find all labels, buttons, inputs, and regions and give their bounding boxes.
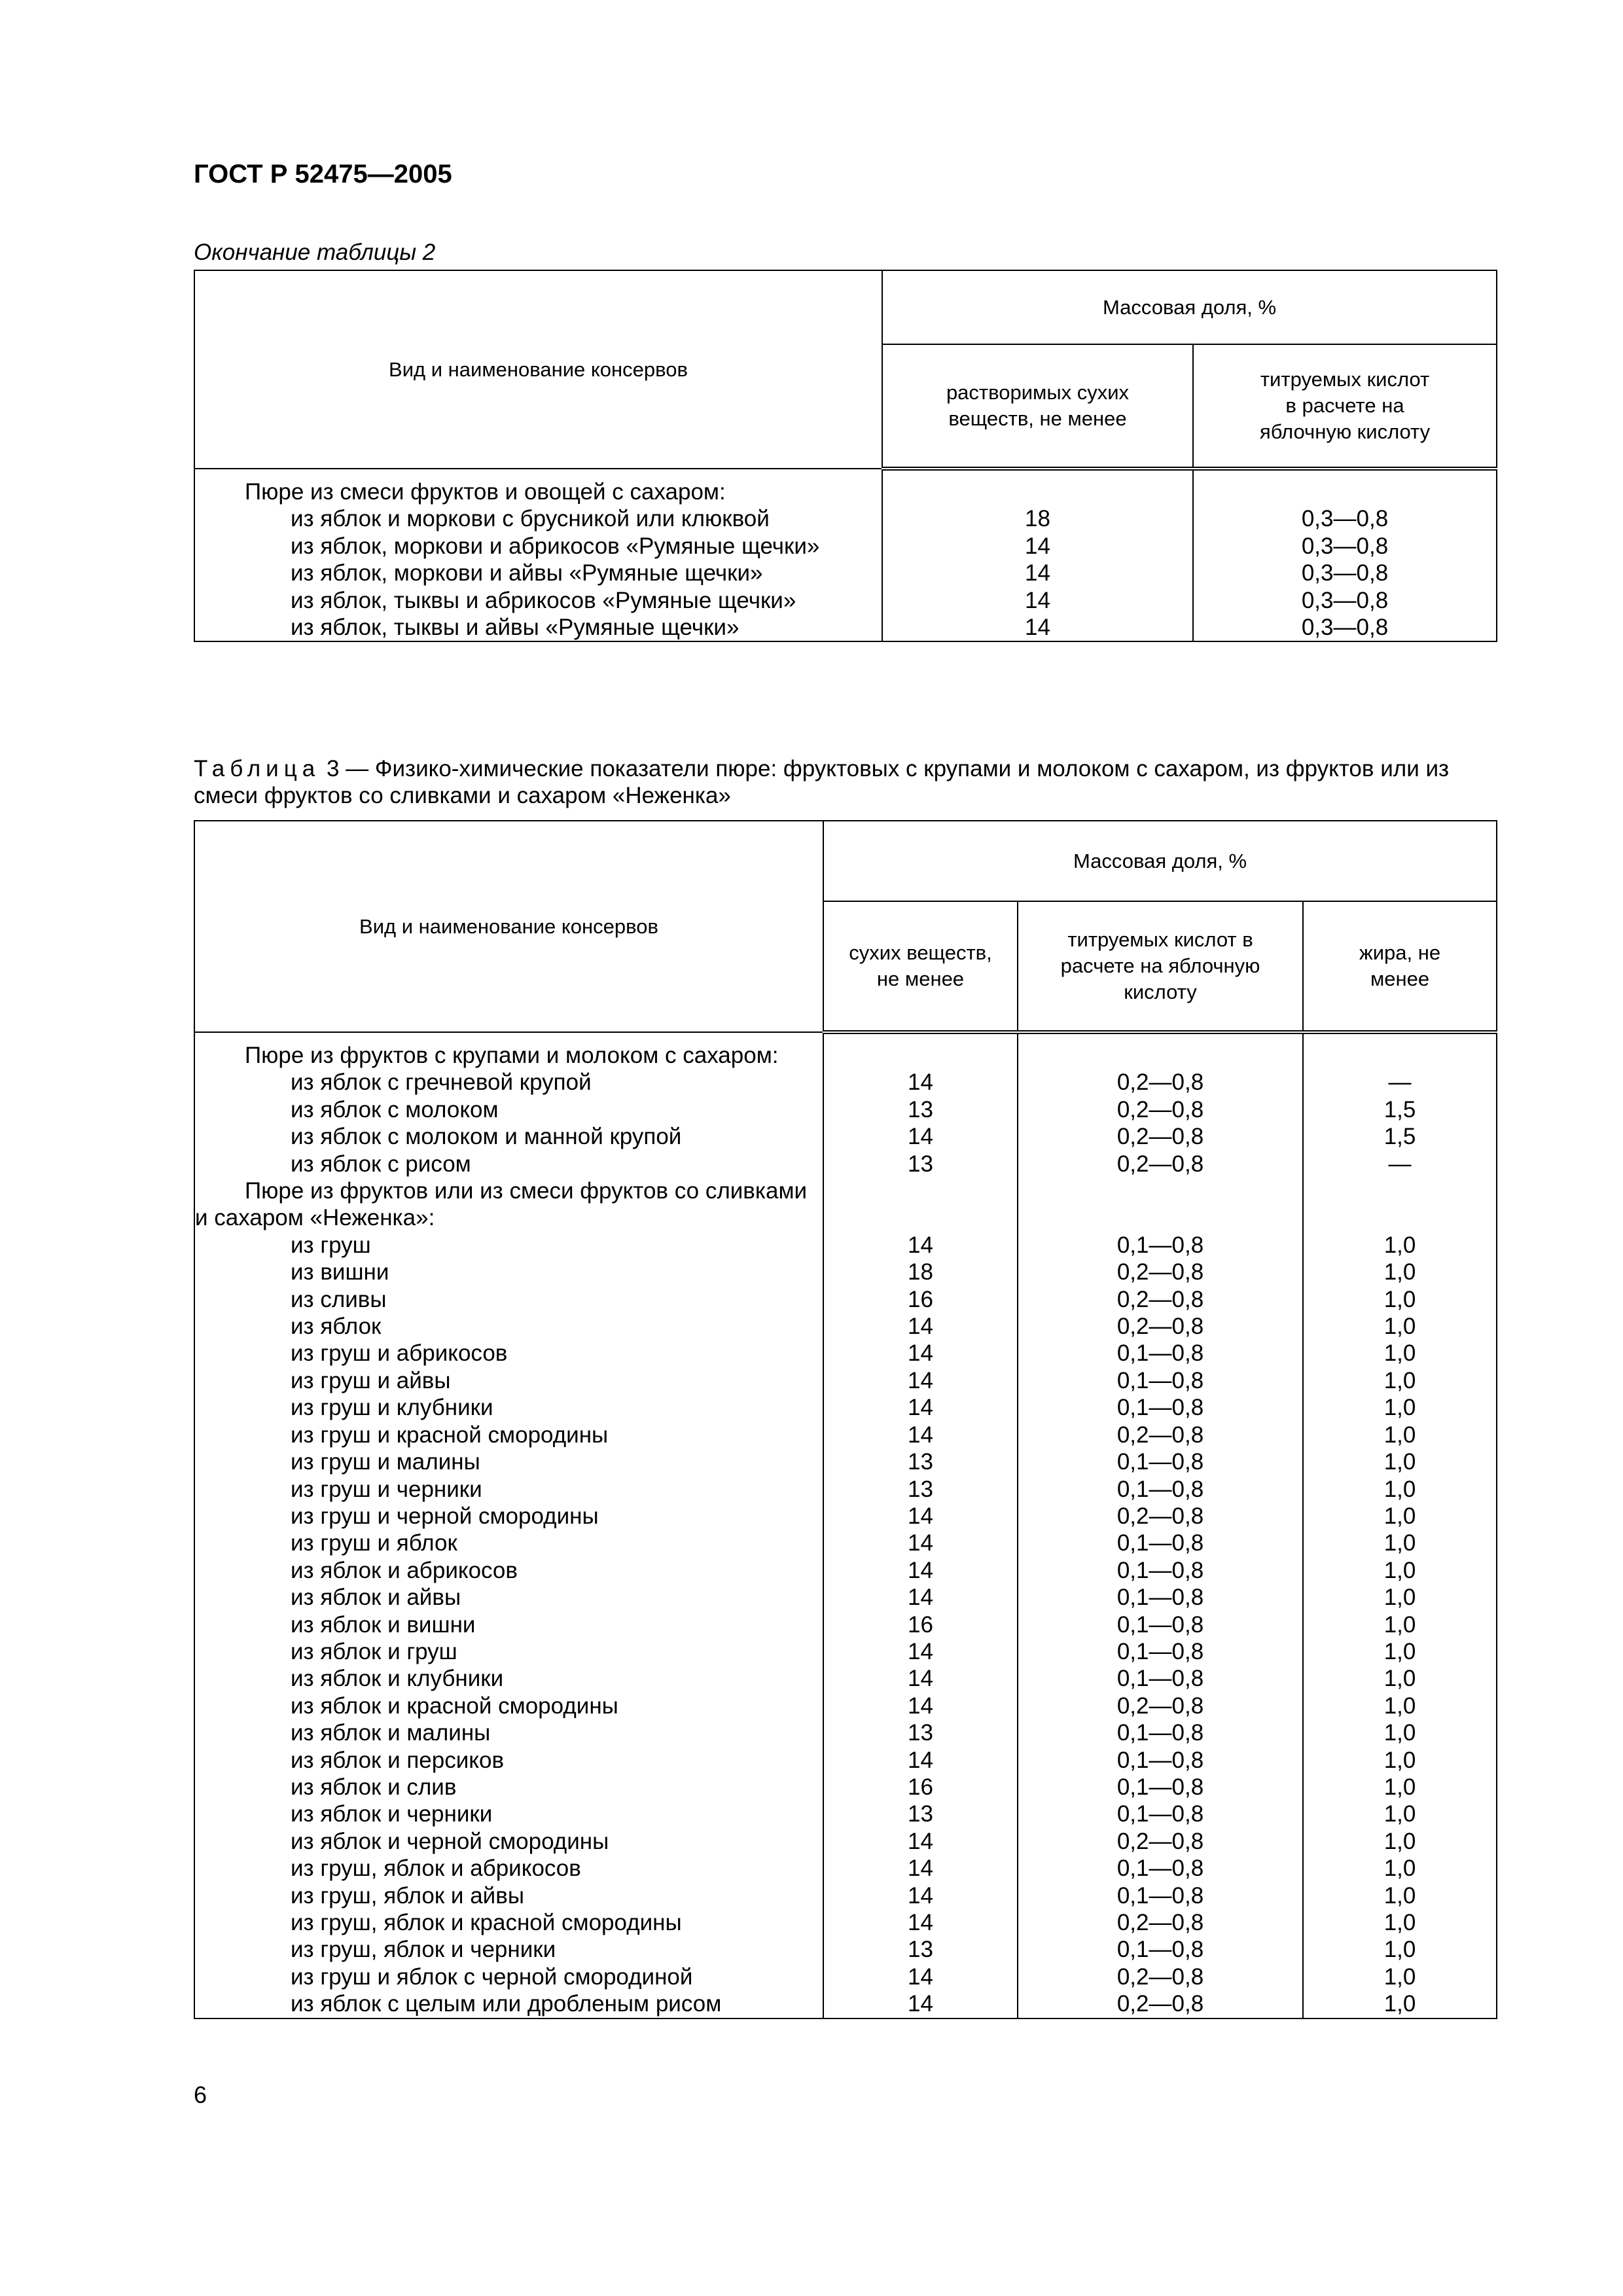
table3-row-fat: 1,0 bbox=[1303, 1448, 1497, 1475]
table3-row-name: из яблок с рисом bbox=[194, 1151, 823, 1177]
table3-row bbox=[194, 1964, 1497, 1990]
table3-row-fat: 1,0 bbox=[1303, 1259, 1497, 1285]
table3-row bbox=[194, 1286, 1497, 1313]
table3-row-fat: 1,0 bbox=[1303, 1394, 1497, 1421]
table2-row-acid: 0,3—0,8 bbox=[1193, 505, 1497, 532]
table3-row-fat: 1,5 bbox=[1303, 1096, 1497, 1123]
table2-row-solids: 14 bbox=[882, 560, 1193, 586]
document-code: ГОСТ Р 52475—2005 bbox=[194, 160, 452, 188]
table2-group-label: Пюре из смеси фруктов и овощей с сахаром: bbox=[194, 469, 882, 505]
table3-row bbox=[194, 1232, 1497, 1259]
table3-row-name: из яблок и малины bbox=[194, 1719, 823, 1746]
table3-row-name: из груш, яблок и красной смородины bbox=[194, 1909, 823, 1936]
table3-row-name: из яблок и вишни bbox=[194, 1611, 823, 1638]
table3-row-acid: 0,1—0,8 bbox=[1018, 1882, 1303, 1909]
table3-row bbox=[194, 1584, 1497, 1611]
table3-row-fat: 1,0 bbox=[1303, 1584, 1497, 1611]
table3-row-name: из сливы bbox=[194, 1286, 823, 1313]
table3-row-acid: 0,1—0,8 bbox=[1018, 1584, 1303, 1611]
table2-row-solids: 14 bbox=[882, 533, 1193, 560]
table3-header-group: Массовая доля, % bbox=[823, 821, 1497, 901]
table3-row-fat: 1,0 bbox=[1303, 1909, 1497, 1936]
table3-row-solids: 14 bbox=[823, 1422, 1018, 1448]
table3-row-name: из яблок bbox=[194, 1313, 823, 1340]
table3-row-solids: 14 bbox=[823, 1340, 1018, 1367]
table2-group-row bbox=[194, 469, 1497, 505]
table3-row-name: из яблок и черной смородины bbox=[194, 1828, 823, 1855]
table3-row-solids: 14 bbox=[823, 1503, 1018, 1530]
table3-row-fat: — bbox=[1303, 1069, 1497, 1096]
table3-row-acid: 0,2—0,8 bbox=[1018, 1503, 1303, 1530]
table3-row-fat: 1,0 bbox=[1303, 1747, 1497, 1774]
table3-row-acid: 0,1—0,8 bbox=[1018, 1448, 1303, 1475]
table3-row-solids: 18 bbox=[823, 1259, 1018, 1285]
table3-empty-cell bbox=[1303, 1177, 1497, 1232]
table3-row-fat: 1,0 bbox=[1303, 1232, 1497, 1259]
table3-row-acid: 0,1—0,8 bbox=[1018, 1855, 1303, 1882]
table2-row bbox=[194, 614, 1497, 641]
table3-row-acid: 0,2—0,8 bbox=[1018, 1828, 1303, 1855]
table2-row-solids: 18 bbox=[882, 505, 1193, 532]
table2-row-name: из яблок, моркови и айвы «Румяные щечки» bbox=[194, 560, 882, 586]
table3-row-acid: 0,1—0,8 bbox=[1018, 1557, 1303, 1584]
table3-row-name: из яблок с гречневой крупой bbox=[194, 1069, 823, 1096]
table3-row-fat: 1,0 bbox=[1303, 1693, 1497, 1719]
table2-row-name: из яблок и моркови с брусникой или клюквой bbox=[194, 505, 882, 532]
table3-row-fat: 1,0 bbox=[1303, 1286, 1497, 1313]
table3-row-fat: 1,0 bbox=[1303, 1313, 1497, 1340]
page-number: 6 bbox=[194, 2081, 207, 2108]
table2-row-acid: 0,3—0,8 bbox=[1193, 614, 1497, 641]
table3-row-fat: 1,0 bbox=[1303, 1638, 1497, 1665]
table3-row bbox=[194, 1151, 1497, 1177]
table3-row-name: из груш и айвы bbox=[194, 1367, 823, 1394]
table3-row-name: из яблок с целым или дробленым рисом bbox=[194, 1990, 823, 2018]
table3-row-name: из яблок и слив bbox=[194, 1774, 823, 1801]
table3-row bbox=[194, 1476, 1497, 1503]
table3-row-solids: 14 bbox=[823, 1909, 1018, 1936]
table3-row bbox=[194, 1693, 1497, 1719]
table3-row-acid: 0,1—0,8 bbox=[1018, 1611, 1303, 1638]
table3-row-solids: 14 bbox=[823, 1882, 1018, 1909]
table3-row-acid: 0,1—0,8 bbox=[1018, 1340, 1303, 1367]
table3-row-name: из груш, яблок и абрикосов bbox=[194, 1855, 823, 1882]
table3-row bbox=[194, 1530, 1497, 1556]
table3-row bbox=[194, 1313, 1497, 1340]
table3-row-name: из яблок с молоком bbox=[194, 1096, 823, 1123]
table3-row-fat: 1,0 bbox=[1303, 1476, 1497, 1503]
table3-row-acid: 0,2—0,8 bbox=[1018, 1964, 1303, 1990]
table3-row-fat: 1,5 bbox=[1303, 1123, 1497, 1150]
table3-row bbox=[194, 1828, 1497, 1855]
table3-row-acid: 0,1—0,8 bbox=[1018, 1530, 1303, 1556]
table3-row-solids: 14 bbox=[823, 1557, 1018, 1584]
table3-row-acid: 0,2—0,8 bbox=[1018, 1096, 1303, 1123]
table3-row-solids: 14 bbox=[823, 1232, 1018, 1259]
table3-row bbox=[194, 1638, 1497, 1665]
table3-row-solids: 14 bbox=[823, 1964, 1018, 1990]
table3-row-acid: 0,1—0,8 bbox=[1018, 1367, 1303, 1394]
table2-row-acid: 0,3—0,8 bbox=[1193, 533, 1497, 560]
table2-row bbox=[194, 505, 1497, 532]
table3-row-solids: 14 bbox=[823, 1665, 1018, 1692]
table3-empty-cell bbox=[1018, 1177, 1303, 1232]
table3-row-fat: 1,0 bbox=[1303, 1611, 1497, 1638]
table3-row-acid: 0,1—0,8 bbox=[1018, 1719, 1303, 1746]
table3-row bbox=[194, 1747, 1497, 1774]
table3-row-name: из яблок и черники bbox=[194, 1801, 823, 1827]
table3-empty-cell bbox=[823, 1032, 1018, 1069]
table3-row-fat: 1,0 bbox=[1303, 1990, 1497, 2018]
table3-row-acid: 0,1—0,8 bbox=[1018, 1774, 1303, 1801]
table3-row-fat: 1,0 bbox=[1303, 1828, 1497, 1855]
table3-row bbox=[194, 1611, 1497, 1638]
table3-row bbox=[194, 1096, 1497, 1123]
table3-row-solids: 14 bbox=[823, 1394, 1018, 1421]
table3-row bbox=[194, 1719, 1497, 1746]
table3-row-acid: 0,1—0,8 bbox=[1018, 1638, 1303, 1665]
table3-row-name: из яблок и айвы bbox=[194, 1584, 823, 1611]
table3-group2-row bbox=[194, 1177, 1497, 1232]
table3-row bbox=[194, 1801, 1497, 1827]
table3-row-name: из груш и клубники bbox=[194, 1394, 823, 1421]
table3-row-acid: 0,1—0,8 bbox=[1018, 1801, 1303, 1827]
table3-group2-label: Пюре из фруктов или из смеси фруктов со сливками и сахаром «Неженка»: bbox=[194, 1177, 823, 1232]
table3-row-name: из груш и малины bbox=[194, 1448, 823, 1475]
table2-row-solids: 14 bbox=[882, 614, 1193, 641]
table3-row-fat: 1,0 bbox=[1303, 1557, 1497, 1584]
table3-row bbox=[194, 1503, 1497, 1530]
table3-empty-cell bbox=[1018, 1032, 1303, 1069]
table3-row bbox=[194, 1422, 1497, 1448]
table3-row-acid: 0,1—0,8 bbox=[1018, 1936, 1303, 1963]
table3-row-solids: 14 bbox=[823, 1069, 1018, 1096]
table3-row-name: из груш и черной смородины bbox=[194, 1503, 823, 1530]
table3-row-name: из груш и красной смородины bbox=[194, 1422, 823, 1448]
table2-row-name: из яблок, тыквы и абрикосов «Румяные щечки» bbox=[194, 587, 882, 614]
table3-row-solids: 14 bbox=[823, 1747, 1018, 1774]
table3-row-acid: 0,2—0,8 bbox=[1018, 1151, 1303, 1177]
table3-row bbox=[194, 1774, 1497, 1801]
table3-row-name: из яблок и груш bbox=[194, 1638, 823, 1665]
table3-row bbox=[194, 1340, 1497, 1367]
table3-header-fat: жира, не менее bbox=[1303, 901, 1497, 1032]
table3-row-name: из вишни bbox=[194, 1259, 823, 1285]
table3-row-acid: 0,1—0,8 bbox=[1018, 1747, 1303, 1774]
table3-row bbox=[194, 1259, 1497, 1285]
table3-row bbox=[194, 1394, 1497, 1421]
table3-row-name: из груш bbox=[194, 1232, 823, 1259]
table3-row-solids: 13 bbox=[823, 1936, 1018, 1963]
table2-row bbox=[194, 533, 1497, 560]
table3-empty-cell bbox=[823, 1177, 1018, 1232]
table3-row bbox=[194, 1367, 1497, 1394]
table3-row-acid: 0,2—0,8 bbox=[1018, 1990, 1303, 2018]
table3-row-solids: 14 bbox=[823, 1584, 1018, 1611]
table3-row bbox=[194, 1448, 1497, 1475]
table2-header-solids: растворимых сухих веществ, не менее bbox=[882, 344, 1193, 469]
table3-row-solids: 14 bbox=[823, 1367, 1018, 1394]
table3-caption bbox=[194, 755, 1496, 809]
table2-header-name: Вид и наименование консервов bbox=[194, 270, 882, 469]
table3-caption-text: 3 — Физико-химические показатели пюре: фруктовых с крупами и молоком с сахаром, из фруктов или из смеси фруктов со сливками и сахаром «Неженка» bbox=[194, 756, 1450, 808]
table3-row-solids: 13 bbox=[823, 1096, 1018, 1123]
table3-row bbox=[194, 1990, 1497, 2018]
table3-row-acid: 0,1—0,8 bbox=[1018, 1665, 1303, 1692]
table3-group1-label: Пюре из фруктов с крупами и молоком с сахаром: bbox=[194, 1032, 823, 1069]
table3-row-solids: 14 bbox=[823, 1855, 1018, 1882]
table3-row-fat: 1,0 bbox=[1303, 1936, 1497, 1963]
table3-row-name: из яблок с молоком и манной крупой bbox=[194, 1123, 823, 1150]
table3-row-fat: 1,0 bbox=[1303, 1964, 1497, 1990]
table3-row-fat: 1,0 bbox=[1303, 1422, 1497, 1448]
table2-row-acid: 0,3—0,8 bbox=[1193, 560, 1497, 586]
table2-caption: Окончание таблицы 2 bbox=[194, 240, 436, 265]
table2-row-acid: 0,3—0,8 bbox=[1193, 587, 1497, 614]
table3-row-fat: 1,0 bbox=[1303, 1665, 1497, 1692]
table3-row bbox=[194, 1936, 1497, 1963]
table3-empty-cell bbox=[1303, 1032, 1497, 1069]
table2-row bbox=[194, 587, 1497, 614]
table3-row bbox=[194, 1909, 1497, 1936]
table2-header-acid: титруемых кислот в расчете на яблочную кислоту bbox=[1193, 344, 1497, 469]
table3-row-solids: 16 bbox=[823, 1611, 1018, 1638]
table2 bbox=[194, 270, 1497, 642]
table2-row-name: из яблок, моркови и абрикосов «Румяные щечки» bbox=[194, 533, 882, 560]
table3-row-acid: 0,2—0,8 bbox=[1018, 1259, 1303, 1285]
table2-header-group: Массовая доля, % bbox=[882, 270, 1497, 344]
table3-row-fat: 1,0 bbox=[1303, 1882, 1497, 1909]
table3-caption-label: Таблица bbox=[194, 756, 321, 781]
table3-row-fat: — bbox=[1303, 1151, 1497, 1177]
table3-row-fat: 1,0 bbox=[1303, 1774, 1497, 1801]
table3-row-name: из яблок и клубники bbox=[194, 1665, 823, 1692]
table2-row-solids: 14 bbox=[882, 587, 1193, 614]
table3-row-solids: 14 bbox=[823, 1638, 1018, 1665]
table3-row-fat: 1,0 bbox=[1303, 1855, 1497, 1882]
table3-row-acid: 0,2—0,8 bbox=[1018, 1909, 1303, 1936]
table3-row-solids: 14 bbox=[823, 1123, 1018, 1150]
table3-row-name: из яблок и абрикосов bbox=[194, 1557, 823, 1584]
table3-row-solids: 13 bbox=[823, 1801, 1018, 1827]
table3-row-solids: 13 bbox=[823, 1719, 1018, 1746]
table3-row-name: из груш и яблок bbox=[194, 1530, 823, 1556]
table3-group1-row bbox=[194, 1032, 1497, 1069]
table3-row-fat: 1,0 bbox=[1303, 1530, 1497, 1556]
table3-row-acid: 0,1—0,8 bbox=[1018, 1394, 1303, 1421]
table3-row bbox=[194, 1855, 1497, 1882]
table3-row-fat: 1,0 bbox=[1303, 1801, 1497, 1827]
table3-row-name: из яблок и красной смородины bbox=[194, 1693, 823, 1719]
table2-row bbox=[194, 560, 1497, 586]
table3-row-name: из груш, яблок и черники bbox=[194, 1936, 823, 1963]
table3-row-name: из груш, яблок и айвы bbox=[194, 1882, 823, 1909]
table3-row-acid: 0,2—0,8 bbox=[1018, 1313, 1303, 1340]
table2-empty-cell bbox=[1193, 469, 1497, 505]
table3-row-acid: 0,2—0,8 bbox=[1018, 1422, 1303, 1448]
table3-row-acid: 0,2—0,8 bbox=[1018, 1693, 1303, 1719]
table3-row-solids: 14 bbox=[823, 1990, 1018, 2018]
table3-row-name: из груш и черники bbox=[194, 1476, 823, 1503]
table3-row-acid: 0,2—0,8 bbox=[1018, 1123, 1303, 1150]
table3-row-fat: 1,0 bbox=[1303, 1340, 1497, 1367]
table3 bbox=[194, 820, 1497, 2019]
table3-row bbox=[194, 1665, 1497, 1692]
table3-row bbox=[194, 1123, 1497, 1150]
table3-row-name: из груш и абрикосов bbox=[194, 1340, 823, 1367]
table2-empty-cell bbox=[882, 469, 1193, 505]
table3-row bbox=[194, 1069, 1497, 1096]
table3-row-acid: 0,1—0,8 bbox=[1018, 1232, 1303, 1259]
table3-row-solids: 13 bbox=[823, 1476, 1018, 1503]
table3-row-solids: 14 bbox=[823, 1828, 1018, 1855]
table3-row-solids: 14 bbox=[823, 1530, 1018, 1556]
table3-row-acid: 0,1—0,8 bbox=[1018, 1476, 1303, 1503]
table3-row-solids: 14 bbox=[823, 1313, 1018, 1340]
table3-row bbox=[194, 1557, 1497, 1584]
table3-header-acid: титруемых кислот в расчете на яблочную кислоту bbox=[1018, 901, 1303, 1032]
table3-header-name: Вид и наименование консервов bbox=[194, 821, 823, 1032]
table3-row-fat: 1,0 bbox=[1303, 1503, 1497, 1530]
table3-header-solids: сухих веществ, не менее bbox=[823, 901, 1018, 1032]
table2-row-name: из яблок, тыквы и айвы «Румяные щечки» bbox=[194, 614, 882, 641]
table3-row-solids: 16 bbox=[823, 1774, 1018, 1801]
table3-row bbox=[194, 1882, 1497, 1909]
table3-row-name: из яблок и персиков bbox=[194, 1747, 823, 1774]
table3-row-acid: 0,2—0,8 bbox=[1018, 1069, 1303, 1096]
table3-row-name: из груш и яблок с черной смородиной bbox=[194, 1964, 823, 1990]
table3-row-acid: 0,2—0,8 bbox=[1018, 1286, 1303, 1313]
table3-row-fat: 1,0 bbox=[1303, 1367, 1497, 1394]
table3-row-solids: 13 bbox=[823, 1448, 1018, 1475]
table3-row-fat: 1,0 bbox=[1303, 1719, 1497, 1746]
table3-row-solids: 16 bbox=[823, 1286, 1018, 1313]
table3-row-solids: 14 bbox=[823, 1693, 1018, 1719]
table3-row-solids: 13 bbox=[823, 1151, 1018, 1177]
